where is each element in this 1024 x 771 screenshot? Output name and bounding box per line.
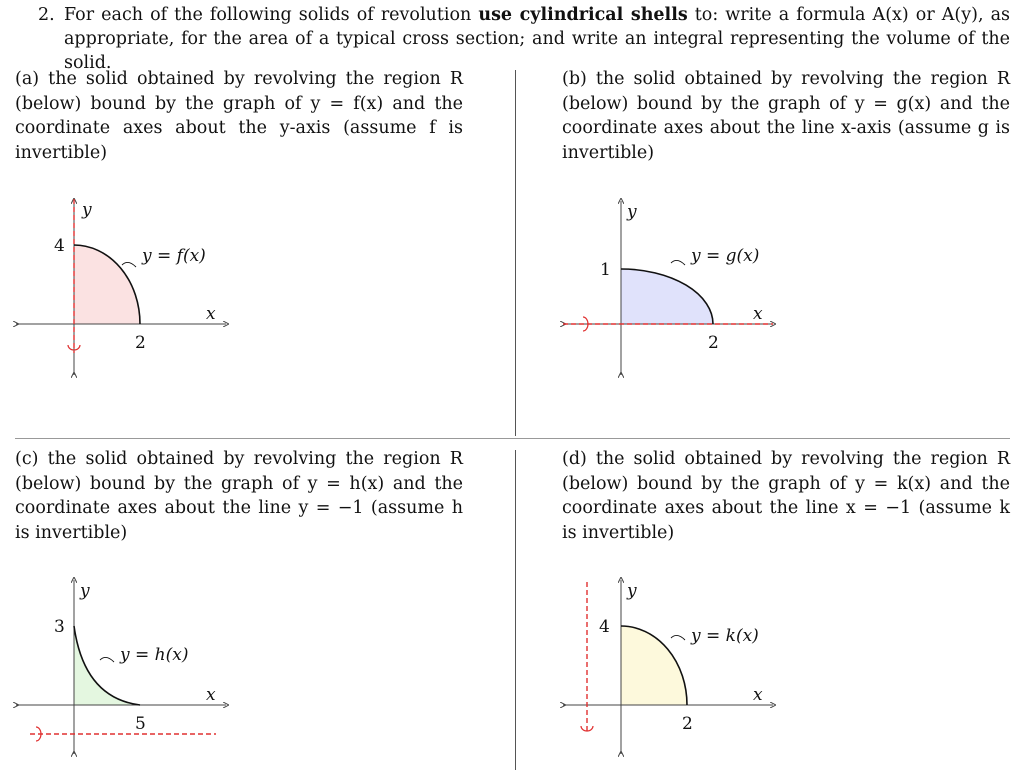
part-d-text: (d) the solid obtained by revolving the region R (below) bound by the graph of y = k(x) and the coordinate axes about the line x = −1 (assume k is invertible) [562, 449, 1010, 543]
y-tick-label: 4 [599, 617, 610, 637]
curve-label: y = h(x) [120, 645, 189, 665]
y-tick-label: 3 [54, 617, 65, 637]
x-tick-label: 2 [708, 333, 719, 353]
problem-text-bold: use cylindrical shells [478, 5, 688, 25]
column-divider-top [515, 70, 516, 436]
part-c-text: (c) the solid obtained by revolving the region R (below) bound by the graph of y = h(x) and the coordinate axes about the line y = −1 (assume h is invertible) [15, 449, 463, 543]
y-axis-label: y [627, 202, 637, 222]
column-divider-bottom [515, 450, 516, 770]
y-tick-label: 1 [600, 260, 611, 280]
problem-number: 2. [38, 5, 55, 25]
problem-text-before: For each of the following solids of revolution [64, 5, 479, 25]
x-tick-label: 2 [135, 333, 146, 353]
x-axis-label: x [753, 304, 763, 324]
part-b-graph [559, 195, 799, 375]
part-c-graph [12, 574, 252, 764]
problem-text [64, 3, 1010, 75]
part-a-graph [12, 195, 252, 375]
row-divider [15, 438, 1010, 439]
curve-label-pointer [100, 657, 114, 662]
problem-text-after: to: write a formula A(x) or A(y), as appropriate, for the area of a typical cross section; and write an integral representing the volume of the solid. [64, 5, 1010, 73]
y-axis-label: y [627, 581, 637, 601]
part-b-text: (b) the solid obtained by revolving the region R (below) bound by the graph of y = g(x) and the coordinate axes about the line x-axis (assume g is invertible) [562, 69, 1010, 163]
curve-label-pointer [671, 635, 685, 640]
region-d [621, 626, 687, 705]
x-axis-label: x [206, 304, 216, 324]
x-axis-label: x [206, 685, 216, 705]
x-tick-label: 2 [682, 714, 693, 734]
part-a-text: (a) the solid obtained by revolving the region R (below) bound by the graph of y = f(x) and the coordinate axes about the y-axis (assume f is invertible) [15, 69, 463, 163]
y-axis-label: y [82, 200, 92, 220]
curve-label-pointer [671, 260, 685, 265]
region-a [74, 245, 140, 324]
curve-label: y = f(x) [142, 246, 206, 266]
curve-label-pointer [122, 262, 136, 267]
y-axis-label: y [80, 581, 90, 601]
x-tick-label: 5 [135, 714, 146, 734]
region-b [621, 269, 713, 324]
x-axis-label: x [753, 685, 763, 705]
y-tick-label: 4 [54, 236, 65, 256]
curve-label: y = g(x) [691, 246, 760, 266]
part-d-graph [559, 574, 799, 764]
problem-statement [38, 3, 1010, 75]
curve-label: y = k(x) [691, 626, 759, 646]
